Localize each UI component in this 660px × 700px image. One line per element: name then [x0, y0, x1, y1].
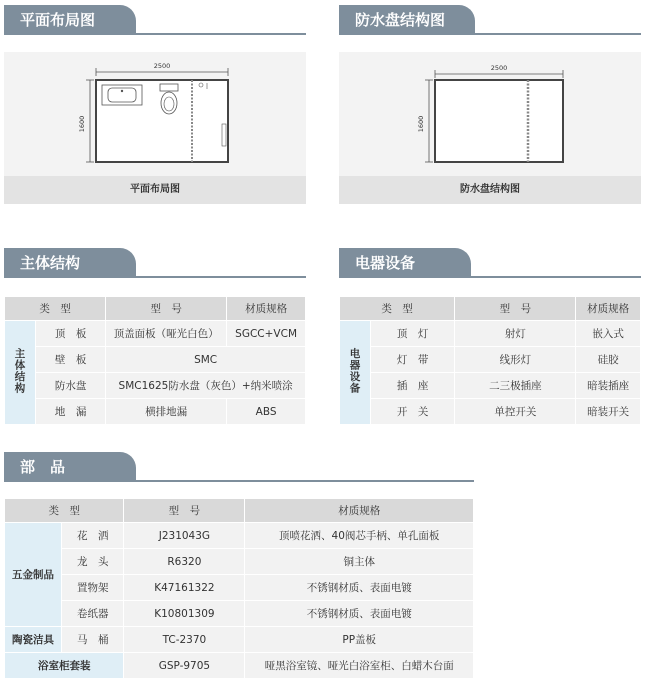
- electrical-table: [339, 296, 641, 425]
- col-material-header: 材质规格: [227, 297, 305, 320]
- parts-title: 部 品: [4, 452, 136, 482]
- tray-section-header: [339, 5, 641, 35]
- table-row: 陶瓷洁具 马 桶 TC-2370 PP盖板: [5, 627, 473, 652]
- layout-section-header: [4, 5, 306, 35]
- layout-section-title: 平面布局图: [4, 5, 136, 35]
- col-material-header: 材质规格: [245, 499, 473, 522]
- group-hardware: 五金制品: [5, 523, 61, 626]
- category-label: 电器设备: [348, 348, 361, 394]
- parts-header: [4, 452, 474, 482]
- table-row: 防水盘 SMC1625防水盘（灰色）+纳米喷涂: [5, 373, 305, 398]
- layout-height-dim: 1600: [78, 115, 86, 133]
- group-ceramic: 陶瓷洁具: [5, 627, 61, 652]
- table-row: 主体结构 顶 板 顶盖面板（哑光白色） SGCC+VCM: [5, 321, 305, 346]
- col-model-header: 型 号: [106, 297, 226, 320]
- tray-width-dim: 2500: [490, 64, 508, 72]
- category-label: 主体结构: [13, 348, 26, 394]
- electrical-title: 电器设备: [339, 248, 471, 278]
- tray-drawing: [339, 52, 641, 176]
- floor-plan-panel: [4, 52, 306, 204]
- tray-caption: 防水盘结构图: [339, 176, 641, 204]
- main-structure-header: [4, 248, 306, 278]
- table-row: 置物架 K47161322 不锈钢材质、表面电镀: [5, 575, 473, 600]
- main-structure-title: 主体结构: [4, 248, 136, 278]
- group-cabinet: 浴室柜套装: [5, 653, 123, 678]
- col-type-header: 类 型: [5, 297, 105, 320]
- layout-width-dim: 2500: [153, 62, 171, 70]
- layout-caption: 平面布局图: [4, 176, 306, 204]
- col-model-header: 型 号: [455, 297, 575, 320]
- table-row: 壁 板 SMC: [5, 347, 305, 372]
- table-row: 开 关 单控开关 暗装开关: [340, 399, 640, 424]
- electrical-header: [339, 248, 641, 278]
- col-type-header: 类 型: [5, 499, 123, 522]
- main-structure-table: [4, 296, 306, 425]
- parts-table: [4, 498, 474, 679]
- col-model-header: 型 号: [124, 499, 244, 522]
- table-row: 插 座 二三极插座 暗装插座: [340, 373, 640, 398]
- table-row: 浴室柜套装 GSP-9705 哑黑浴室镜、哑光白浴室柜、白蜡木台面: [5, 653, 473, 678]
- col-material-header: 材质规格: [576, 297, 640, 320]
- table-row: 龙 头 R6320 铜主体: [5, 549, 473, 574]
- floor-plan-drawing: [4, 52, 306, 176]
- table-row: 卷纸器 K10801309 不锈钢材质、表面电镀: [5, 601, 473, 626]
- table-row: 地 漏 横排地漏 ABS: [5, 399, 305, 424]
- table-row: 电器设备 顶 灯 射灯 嵌入式: [340, 321, 640, 346]
- table-row: 五金制品 花 洒 J231043G 顶喷花洒、40阀芯手柄、单孔面板: [5, 523, 473, 548]
- tray-section-title: 防水盘结构图: [339, 5, 475, 35]
- col-type-header: 类 型: [340, 297, 454, 320]
- tray-plan-panel: [339, 52, 641, 204]
- table-row: 灯 带 线形灯 硅胶: [340, 347, 640, 372]
- tray-height-dim: 1600: [417, 115, 425, 133]
